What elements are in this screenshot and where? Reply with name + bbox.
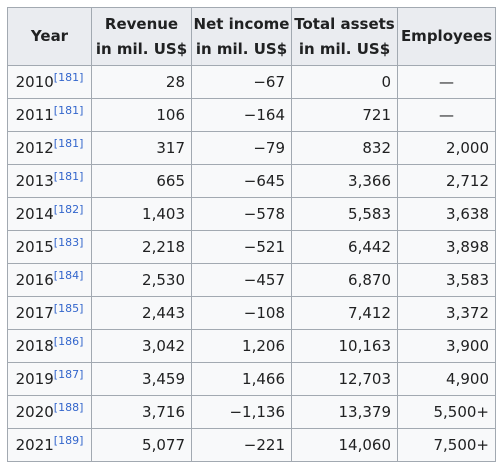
header-employees: Employees bbox=[398, 8, 496, 66]
citation-link[interactable]: [186] bbox=[53, 335, 84, 348]
year-text: 2010 bbox=[15, 73, 54, 91]
citation-link[interactable]: [181] bbox=[53, 137, 84, 150]
header-row bbox=[8, 8, 496, 66]
cell-total-assets: 6,870 bbox=[292, 264, 398, 297]
cell-revenue: 5,077 bbox=[92, 429, 192, 462]
year-text: 2017 bbox=[15, 304, 54, 322]
header-revenue bbox=[92, 8, 192, 66]
financials-table-wrapper bbox=[7, 7, 496, 462]
cell-total-assets: 6,442 bbox=[292, 231, 398, 264]
cell-net-income: −457 bbox=[192, 264, 292, 297]
cell-revenue: 2,530 bbox=[92, 264, 192, 297]
table-row bbox=[8, 198, 496, 231]
cell-year bbox=[8, 363, 92, 396]
citation-link[interactable]: [181] bbox=[53, 71, 84, 84]
cell-year bbox=[8, 330, 92, 363]
cell-revenue: 3,716 bbox=[92, 396, 192, 429]
table-row bbox=[8, 297, 496, 330]
header-net-income-line1: Net income bbox=[193, 14, 290, 33]
cell-employees: — bbox=[398, 99, 496, 132]
header-total-assets bbox=[292, 8, 398, 66]
table-row bbox=[8, 99, 496, 132]
table-row bbox=[8, 429, 496, 462]
year-text: 2015 bbox=[15, 238, 54, 256]
cell-employees: 5,500+ bbox=[398, 396, 496, 429]
cell-net-income: −221 bbox=[192, 429, 292, 462]
cell-total-assets: 10,163 bbox=[292, 330, 398, 363]
cell-revenue: 317 bbox=[92, 132, 192, 165]
year-text: 2014 bbox=[15, 205, 54, 223]
header-revenue-line2: in mil. US$ bbox=[95, 39, 188, 58]
cell-revenue: 106 bbox=[92, 99, 192, 132]
cell-employees: — bbox=[398, 66, 496, 99]
table-body bbox=[8, 66, 496, 462]
cell-total-assets: 5,583 bbox=[292, 198, 398, 231]
year-text: 2021 bbox=[15, 436, 54, 454]
cell-revenue: 2,218 bbox=[92, 231, 192, 264]
year-text: 2013 bbox=[15, 172, 54, 190]
table-row bbox=[8, 264, 496, 297]
cell-net-income: −108 bbox=[192, 297, 292, 330]
cell-net-income: 1,466 bbox=[192, 363, 292, 396]
cell-year bbox=[8, 66, 92, 99]
year-text: 2011 bbox=[15, 106, 54, 124]
table-row bbox=[8, 66, 496, 99]
cell-net-income: −521 bbox=[192, 231, 292, 264]
cell-total-assets: 13,379 bbox=[292, 396, 398, 429]
header-net-income bbox=[192, 8, 292, 66]
table-row bbox=[8, 132, 496, 165]
cell-net-income: −67 bbox=[192, 66, 292, 99]
cell-year bbox=[8, 429, 92, 462]
cell-employees: 2,712 bbox=[398, 165, 496, 198]
citation-link[interactable]: [181] bbox=[53, 104, 84, 117]
cell-employees: 2,000 bbox=[398, 132, 496, 165]
citation-link[interactable]: [185] bbox=[53, 302, 84, 315]
citation-link[interactable]: [188] bbox=[53, 401, 84, 414]
year-text: 2019 bbox=[15, 370, 54, 388]
year-text: 2016 bbox=[15, 271, 54, 289]
cell-revenue: 665 bbox=[92, 165, 192, 198]
cell-total-assets: 3,366 bbox=[292, 165, 398, 198]
year-text: 2018 bbox=[15, 337, 54, 355]
cell-year bbox=[8, 297, 92, 330]
header-year: Year bbox=[8, 8, 92, 66]
cell-year bbox=[8, 198, 92, 231]
cell-net-income: −164 bbox=[192, 99, 292, 132]
cell-year bbox=[8, 99, 92, 132]
year-text: 2012 bbox=[15, 139, 54, 157]
citation-link[interactable]: [182] bbox=[53, 203, 84, 216]
cell-total-assets: 7,412 bbox=[292, 297, 398, 330]
cell-year bbox=[8, 165, 92, 198]
cell-net-income: 1,206 bbox=[192, 330, 292, 363]
cell-employees: 3,638 bbox=[398, 198, 496, 231]
cell-employees: 7,500+ bbox=[398, 429, 496, 462]
cell-year bbox=[8, 132, 92, 165]
citation-link[interactable]: [187] bbox=[53, 368, 84, 381]
cell-net-income: −578 bbox=[192, 198, 292, 231]
citation-link[interactable]: [189] bbox=[53, 434, 84, 447]
table-row bbox=[8, 363, 496, 396]
table-row bbox=[8, 396, 496, 429]
cell-employees: 3,372 bbox=[398, 297, 496, 330]
header-net-income-line2: in mil. US$ bbox=[195, 39, 288, 58]
cell-total-assets: 0 bbox=[292, 66, 398, 99]
header-total-assets-line2: in mil. US$ bbox=[298, 39, 391, 58]
cell-revenue: 3,042 bbox=[92, 330, 192, 363]
cell-revenue: 2,443 bbox=[92, 297, 192, 330]
cell-employees: 3,898 bbox=[398, 231, 496, 264]
cell-revenue: 3,459 bbox=[92, 363, 192, 396]
citation-link[interactable]: [183] bbox=[53, 236, 84, 249]
cell-net-income: −1,136 bbox=[192, 396, 292, 429]
cell-net-income: −79 bbox=[192, 132, 292, 165]
citation-link[interactable]: [181] bbox=[53, 170, 84, 183]
cell-employees: 3,900 bbox=[398, 330, 496, 363]
table-header bbox=[8, 8, 496, 66]
financials-table bbox=[7, 7, 496, 462]
cell-total-assets: 14,060 bbox=[292, 429, 398, 462]
table-row bbox=[8, 231, 496, 264]
table-row bbox=[8, 330, 496, 363]
cell-total-assets: 12,703 bbox=[292, 363, 398, 396]
cell-year bbox=[8, 396, 92, 429]
citation-link[interactable]: [184] bbox=[53, 269, 84, 282]
cell-net-income: −645 bbox=[192, 165, 292, 198]
cell-year bbox=[8, 264, 92, 297]
cell-year bbox=[8, 231, 92, 264]
header-total-assets-line1: Total assets bbox=[294, 14, 395, 33]
cell-revenue: 28 bbox=[92, 66, 192, 99]
table-row bbox=[8, 165, 496, 198]
cell-total-assets: 721 bbox=[292, 99, 398, 132]
cell-employees: 3,583 bbox=[398, 264, 496, 297]
header-revenue-line1: Revenue bbox=[104, 14, 179, 33]
cell-revenue: 1,403 bbox=[92, 198, 192, 231]
cell-total-assets: 832 bbox=[292, 132, 398, 165]
year-text: 2020 bbox=[15, 403, 54, 421]
cell-employees: 4,900 bbox=[398, 363, 496, 396]
